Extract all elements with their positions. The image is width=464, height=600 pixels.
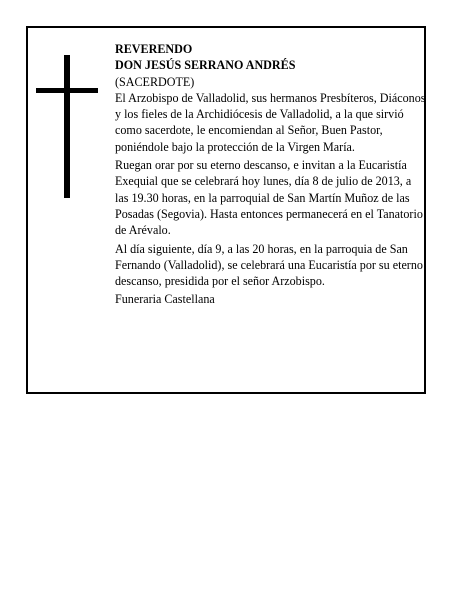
cross-horizontal-bar — [36, 88, 98, 93]
deceased-name: DON JESÚS SERRANO ANDRÉS — [115, 58, 296, 73]
notice-paragraph: Ruegan orar por su eterno descanso, e invitan a la Eucaristía Exequial que se celebrará hoy lunes, día 8 de julio de 2013, a las 19.30 horas, en la parroquial de San Martín Muñoz de las Posadas (Segovia). Hasta entonces permanecerá en el Tanatorio de Arévalo. — [115, 158, 423, 238]
cross-vertical-bar — [64, 55, 70, 198]
notice-paragraph: Al día siguiente, día 9, a las 20 horas, en la parroquia de San Fernando (Valladolid), se celebrará una Eucaristía por su eterno descanso, presidida por el señor Arzobispo. — [115, 241, 423, 289]
deceased-role: (SACERDOTE) — [115, 74, 195, 89]
notice-paragraph: El Arzobispo de Valladolid, sus hermanos Presbíteros, Diáconos y los fieles de la Archidiócesis de Valladolid, a la que sirvió como sacerdote, le encomiendan al Señor, Buen Pastor, poniéndole bajo la protección de la Virgen María. — [115, 90, 426, 154]
funeral-home-signature: Funeraria Castellana — [115, 292, 215, 307]
obituary-notice — [26, 26, 426, 394]
notice-title: REVERENDO — [115, 42, 193, 56]
notice-text — [115, 41, 427, 308]
cross-icon — [36, 55, 98, 198]
